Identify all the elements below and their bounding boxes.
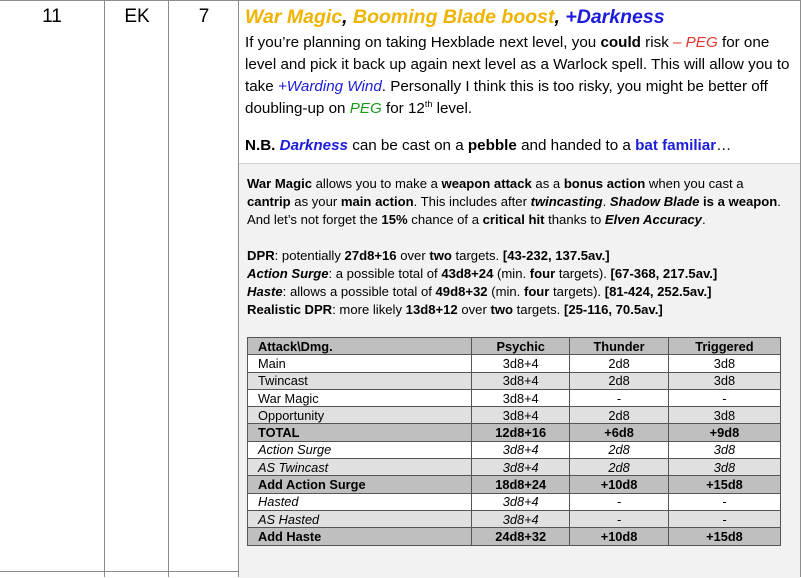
- text-bold-italic: Action Surge: [247, 266, 329, 281]
- table-cell: 2d8: [570, 459, 669, 476]
- column-divider: [104, 0, 105, 577]
- text: .: [602, 194, 610, 209]
- note-label: N.B.: [245, 137, 280, 154]
- table-cell: 18d8+24: [472, 476, 570, 493]
- table-cell: +10d8: [570, 528, 669, 545]
- text-bold: could: [600, 34, 641, 51]
- text: (min.: [493, 266, 530, 281]
- table-cell: 3d8: [668, 372, 780, 389]
- text: . This includes after: [413, 194, 531, 209]
- text: and handed to a: [516, 137, 636, 154]
- text-bold: is a weapon: [699, 194, 778, 209]
- spell-darkness: Darkness: [279, 137, 348, 154]
- table-cell: TOTAL: [248, 424, 472, 441]
- table-cell: 3d8+4: [472, 355, 570, 372]
- text: as your: [290, 194, 341, 209]
- table-row: [248, 372, 781, 389]
- text-bold: bonus action: [563, 176, 646, 191]
- table-cell: 3d8: [668, 441, 780, 458]
- table-cell: AS Hasted: [248, 510, 472, 527]
- text: can be cast on a: [348, 137, 468, 154]
- text-bold: cantrip: [247, 194, 291, 209]
- column-header: Triggered: [668, 338, 780, 355]
- table-total-row: [248, 528, 781, 545]
- table-cell: -: [570, 389, 669, 406]
- text-bold: 43d8+24: [441, 266, 494, 281]
- spell-removed: – PEG: [673, 34, 718, 51]
- text: .: [701, 212, 706, 227]
- text: : allows a possible total of: [282, 284, 436, 299]
- column-divider: [168, 0, 169, 577]
- text-bold: 49d8+32: [435, 284, 488, 299]
- table-cell: Action Surge: [248, 441, 472, 458]
- text-bold: four: [523, 284, 550, 299]
- text-bold: main action: [340, 194, 414, 209]
- text-bold: critical hit: [482, 212, 545, 227]
- table-cell: 3d8: [668, 407, 780, 424]
- text: allows you to make a: [312, 176, 442, 191]
- text-bold: War Magic: [247, 176, 312, 191]
- table-cell: 3d8: [668, 355, 780, 372]
- table-cell: -: [570, 493, 669, 510]
- text: chance of a: [407, 212, 483, 227]
- text-bold: four: [529, 266, 556, 281]
- text-bold: [43-232, 137.5av.]: [502, 248, 610, 263]
- text: targets).: [555, 266, 611, 281]
- table-cell: -: [570, 510, 669, 527]
- text-bold-italic: Elven Accuracy: [604, 212, 702, 227]
- table-row: [248, 355, 781, 372]
- text: targets.: [513, 302, 564, 317]
- table-cell: 3d8+4: [472, 459, 570, 476]
- text-bold: 27d8+16: [344, 248, 397, 263]
- text-bold: two: [429, 248, 452, 263]
- table-row: [248, 407, 781, 424]
- text: for one level and pick it back up again next level as a Warlock spell. This will allow you to take: [245, 34, 790, 95]
- row-bottom-border: [0, 571, 239, 572]
- text-bold: two: [490, 302, 514, 317]
- realistic-dpr-line: [247, 301, 787, 319]
- note-paragraph: [245, 135, 795, 157]
- table-row: [248, 459, 781, 476]
- text: when you cast a: [645, 176, 744, 191]
- level-cell: 11: [42, 6, 62, 27]
- table-cell: 3d8+4: [472, 493, 570, 510]
- text-bold: [81-424, 252.5av.]: [604, 284, 712, 299]
- text-bold: pebble: [467, 137, 517, 154]
- dpr-line: [247, 247, 787, 265]
- table-cell: 2d8: [570, 441, 669, 458]
- table-cell: +6d8: [570, 424, 669, 441]
- table-total-row: [248, 476, 781, 493]
- war-magic-paragraph: [247, 175, 787, 229]
- text: . And let’s not forget the: [247, 194, 781, 227]
- text-bold-italic: Shadow Blade: [609, 194, 700, 209]
- table-cell: 3d8: [668, 459, 780, 476]
- table-cell: 3d8+4: [472, 407, 570, 424]
- table-cell: 3d8+4: [472, 510, 570, 527]
- text-bold: [25-116, 70.5av.]: [563, 302, 663, 317]
- text: : more likely: [332, 302, 406, 317]
- row-title: [245, 6, 665, 29]
- column-header: Psychic: [472, 338, 570, 355]
- text-bold: DPR: [247, 248, 275, 263]
- table-cell: 24d8+32: [472, 528, 570, 545]
- text-bold: weapon attack: [441, 176, 532, 191]
- table-total-row: [248, 424, 781, 441]
- table-cell: Add Action Surge: [248, 476, 472, 493]
- text: risk: [640, 34, 674, 51]
- table-cell: 3d8+4: [472, 389, 570, 406]
- text: as a: [531, 176, 564, 191]
- spell-kept: PEG: [349, 100, 382, 117]
- table-header-row: [248, 338, 781, 355]
- text: . Personally I think this is too risky, you might be better off doubling-up on: [245, 78, 768, 117]
- text-bold-italic: Haste: [247, 284, 283, 299]
- text: over: [457, 302, 491, 317]
- text-bold: 13d8+12: [405, 302, 458, 317]
- table-cell: +9d8: [668, 424, 780, 441]
- caster-level-cell: 7: [198, 6, 210, 27]
- table-cell: -: [668, 389, 780, 406]
- text-bold: Realistic DPR: [247, 302, 333, 317]
- table-cell: Hasted: [248, 493, 472, 510]
- text-bold-italic: twincasting: [530, 194, 603, 209]
- title-darkness: +Darkness: [565, 6, 665, 28]
- text-bat-familiar: bat familiar: [635, 137, 717, 154]
- column-header: Thunder: [570, 338, 669, 355]
- text: thanks to: [544, 212, 605, 227]
- table-cell: Main: [248, 355, 472, 372]
- table-cell: AS Twincast: [248, 459, 472, 476]
- text: over: [396, 248, 430, 263]
- damage-table: [247, 337, 781, 546]
- table-cell: 3d8+4: [472, 441, 570, 458]
- table-cell: 3d8+4: [472, 372, 570, 389]
- title-separator: ,: [554, 6, 566, 28]
- table-cell: 2d8: [570, 407, 669, 424]
- table-cell: -: [668, 510, 780, 527]
- table-cell: +15d8: [668, 528, 780, 545]
- table-cell: War Magic: [248, 389, 472, 406]
- text: level.: [432, 100, 473, 117]
- text: If you’re planning on taking Hexblade next level, you: [245, 34, 601, 51]
- class-cell: EK: [124, 6, 150, 27]
- table-row: [248, 441, 781, 458]
- text: …: [716, 137, 732, 154]
- text: targets.: [451, 248, 503, 263]
- table-cell: +10d8: [570, 476, 669, 493]
- intro-paragraph: [245, 32, 795, 120]
- text: : potentially: [274, 248, 345, 263]
- action-surge-line: [247, 265, 787, 283]
- table-top-border: [0, 0, 801, 1]
- text: for 12: [381, 100, 425, 117]
- table-cell: 12d8+16: [472, 424, 570, 441]
- table-row: [248, 389, 781, 406]
- text: targets).: [549, 284, 605, 299]
- text: : a possible total of: [328, 266, 442, 281]
- title-booming-blade: Booming Blade boost: [353, 6, 555, 28]
- column-header: Attack\Dmg.: [248, 338, 472, 355]
- table-row: [248, 493, 781, 510]
- text-bold: [67-368, 217.5av.]: [610, 266, 718, 281]
- table-cell: Opportunity: [248, 407, 472, 424]
- ordinal-suffix: th: [424, 98, 433, 109]
- table-cell: +15d8: [668, 476, 780, 493]
- text-bold: 15%: [381, 212, 408, 227]
- text: (min.: [487, 284, 524, 299]
- spell-added: +Warding Wind: [277, 78, 382, 95]
- title-war-magic: War Magic: [245, 6, 343, 28]
- table-row: [248, 510, 781, 527]
- table-cell: Twincast: [248, 372, 472, 389]
- table-cell: Add Haste: [248, 528, 472, 545]
- title-separator: ,: [342, 6, 354, 28]
- haste-line: [247, 283, 787, 301]
- table-cell: 2d8: [570, 372, 669, 389]
- dpr-summary: [247, 247, 787, 319]
- table-cell: 2d8: [570, 355, 669, 372]
- table-cell: -: [668, 493, 780, 510]
